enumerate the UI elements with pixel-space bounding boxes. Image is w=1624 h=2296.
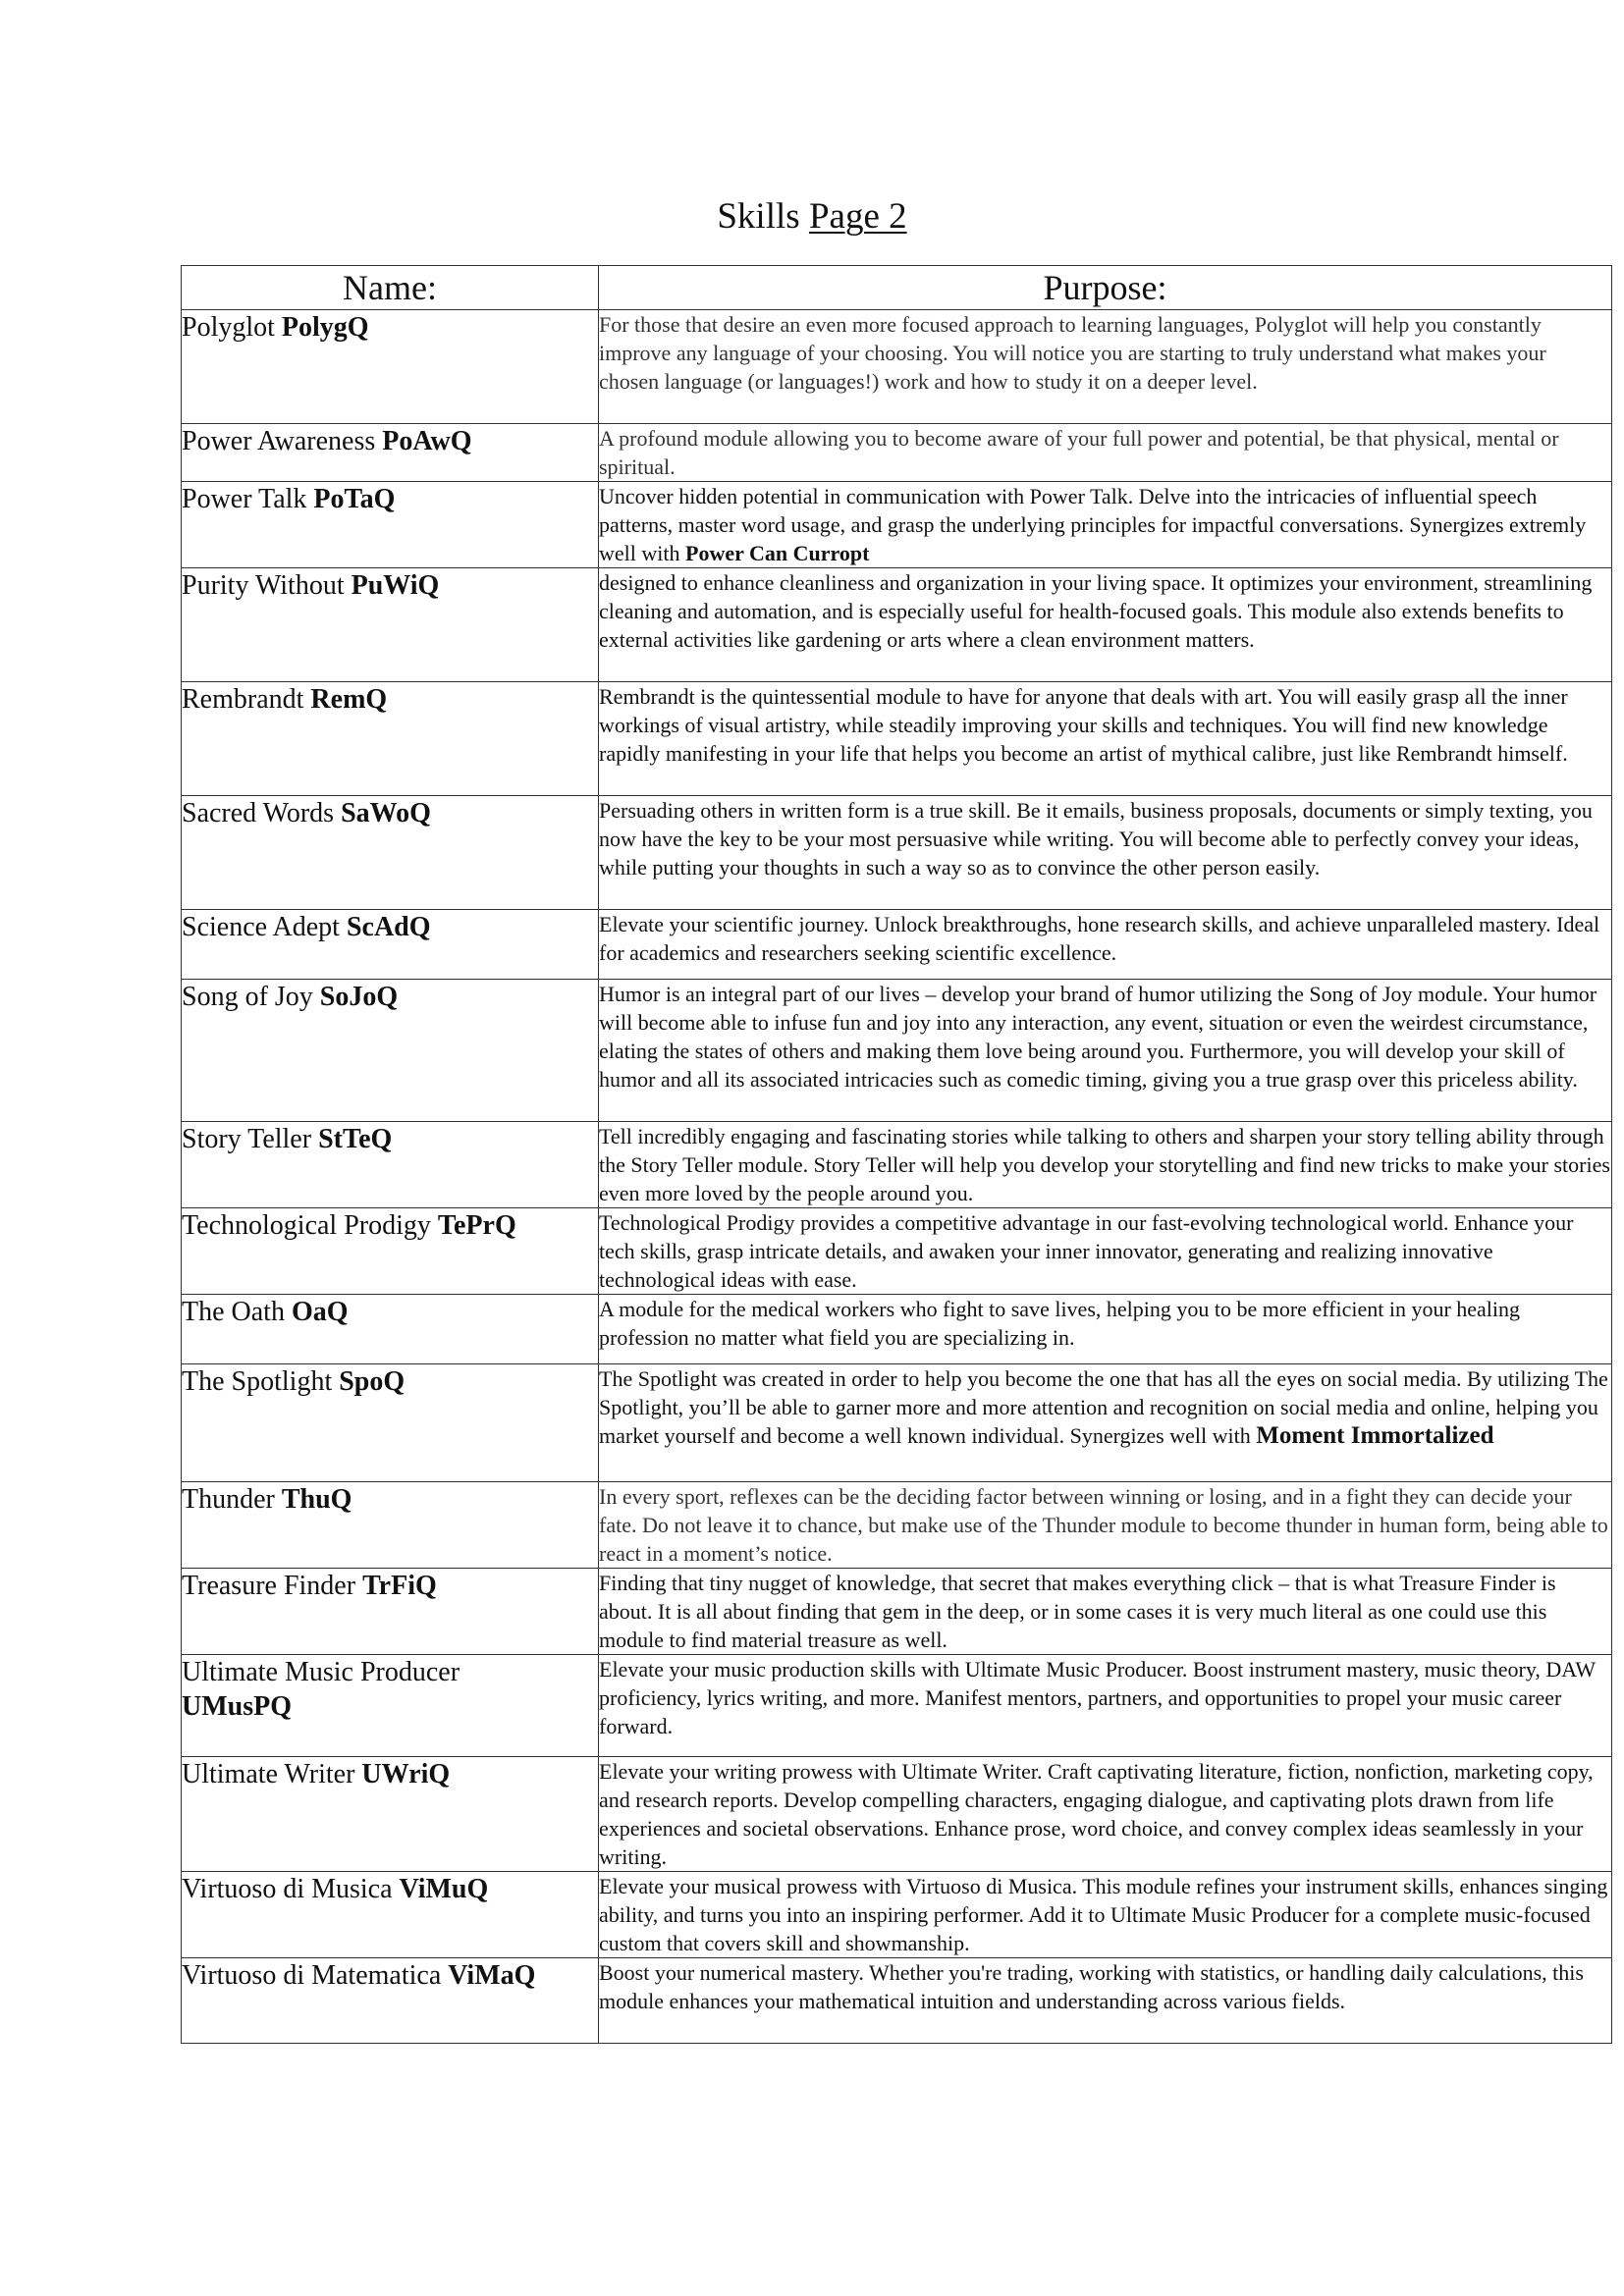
skill-purpose: Elevate your writing prowess with Ultimate Writer. Craft captivating literature, fiction, nonfiction, marketing copy, and research reports. Develop compelling characters, engaging dialogue, and captivating plots drawn from life experiences and societal observations. Enhance prose, word choice, and convey complex ideas seamlessly in your writing. <box>599 1757 1612 1872</box>
skill-name: Rembrandt <box>182 684 304 715</box>
table-row <box>182 1757 1612 1872</box>
table-row <box>182 1872 1612 1958</box>
table-row <box>182 424 1612 482</box>
skill-code: ThuQ <box>281 1484 352 1515</box>
skill-purpose: Rembrandt is the quintessential module to have for anyone that deals with art. You will easily grasp all the inner workings of visual artistry, while steadily improving your skills and techniques. You will find new knowledge rapidly manifesting in your life that helps you become an artist of mythical calibre, just like Rembrandt himself. <box>599 682 1612 796</box>
synergy-reference: Power Can Curropt <box>685 541 870 565</box>
skill-purpose: Finding that tiny nugget of knowledge, that secret that makes everything click – that is what Treasure Finder is about. It is all about finding that gem in the deep, or in some cases it is very much literal as one could use this module to find material treasure as well. <box>599 1569 1612 1655</box>
skill-name-cell <box>182 1569 599 1655</box>
skill-name-cell <box>182 424 599 482</box>
skill-name-cell <box>182 1757 599 1872</box>
skill-code: RemQ <box>310 684 388 715</box>
table-row <box>182 682 1612 796</box>
skill-name-cell <box>182 910 599 980</box>
skill-code: PoAwQ <box>382 426 472 456</box>
skill-name: Power Talk <box>182 484 307 514</box>
skill-name-cell <box>182 682 599 796</box>
skill-code: SoJoQ <box>319 982 399 1012</box>
skill-code: ViMuQ <box>399 1874 489 1904</box>
skill-name-cell <box>182 1958 599 2044</box>
skill-name-cell <box>182 1295 599 1364</box>
skill-name: Power Awareness <box>182 426 376 456</box>
skill-name: Sacred Words <box>182 798 335 828</box>
table-row <box>182 1364 1612 1482</box>
skill-name: Treasure Finder <box>182 1571 356 1601</box>
header-name: Name: <box>182 266 599 310</box>
skill-purpose-cell <box>599 482 1612 568</box>
skill-code: SaWoQ <box>341 798 431 828</box>
skill-purpose: Humor is an integral part of our lives – develop your brand of humor utilizing the Song of Joy module. Your humor will become able to infuse fun and joy into any interaction, any event, situation or even the weirdest circumstance, elating the states of others and making them love being around you. Furthermore, you will develop your skill of humor and all its associated intricacies such as comedic timing, giving you a true grasp over this priceless ability. <box>599 980 1612 1122</box>
skill-code: PoTaQ <box>313 484 396 514</box>
table-header-row <box>182 266 1612 310</box>
page-title <box>0 192 1624 241</box>
skill-purpose-cell <box>599 1364 1612 1482</box>
table-row <box>182 482 1612 568</box>
skill-code: ScAdQ <box>346 912 431 942</box>
skill-name-cell <box>182 980 599 1122</box>
skill-purpose: The Spotlight was created in order to help you become the one that has all the eyes on social media. By utilizing The Spotlight, you’ll be able to garner more and more attention and recognition on social media and online, helping you market yourself and become a well known individual. Synergizes well with <box>599 1366 1608 1448</box>
skill-name: Virtuoso di Matematica <box>182 1960 442 1991</box>
skill-name-cell <box>182 1122 599 1208</box>
skill-code: UWriQ <box>361 1759 451 1789</box>
skill-name: Ultimate Music Producer <box>182 1657 460 1687</box>
skill-purpose: Elevate your music production skills with Ultimate Music Producer. Boost instrument mastery, music theory, DAW proficiency, lyrics writing, and more. Manifest mentors, partners, and opportunities to propel your music career forward. <box>599 1655 1612 1757</box>
skills-table <box>181 265 1612 2044</box>
skill-code: PuWiQ <box>351 570 440 601</box>
skill-code: UMusPQ <box>182 1691 292 1722</box>
skill-name-cell <box>182 1364 599 1482</box>
table-row <box>182 1122 1612 1208</box>
skill-code: SpoQ <box>339 1366 406 1397</box>
skill-name: Song of Joy <box>182 982 313 1012</box>
table-row <box>182 1655 1612 1757</box>
table-row <box>182 1208 1612 1295</box>
skill-name-cell <box>182 1872 599 1958</box>
skill-name: Thunder <box>182 1484 275 1515</box>
table-row <box>182 1958 1612 2044</box>
table-row <box>182 910 1612 980</box>
synergy-reference: Moment Immortalized <box>1256 1422 1494 1449</box>
table-row <box>182 568 1612 682</box>
header-purpose: Purpose: <box>599 266 1612 310</box>
skill-purpose: Technological Prodigy provides a competitive advantage in our fast-evolving technological world. Enhance your tech skills, grasp intricate details, and awaken your inner innovator, generating and realizing innovative technological ideas with ease. <box>599 1208 1612 1295</box>
skill-name: Technological Prodigy <box>182 1210 431 1241</box>
skill-name-cell <box>182 1655 599 1757</box>
skill-purpose: Persuading others in written form is a true skill. Be it emails, business proposals, documents or simply texting, you now have the key to be your most persuasive while writing. You will become able to perfectly convey your ideas, while putting your thoughts in such a way so as to convince the other person easily. <box>599 796 1612 910</box>
table-row <box>182 310 1612 424</box>
table-row <box>182 1482 1612 1569</box>
skill-purpose: designed to enhance cleanliness and organization in your living space. It optimizes your environment, streamlining cleaning and automation, and is especially useful for health-focused goals. This module also extends benefits to external activities like gardening or arts where a clean environment matters. <box>599 568 1612 682</box>
skill-name-cell <box>182 1482 599 1569</box>
skill-name: The Oath <box>182 1297 285 1327</box>
skill-purpose: A profound module allowing you to become aware of your full power and potential, be that physical, mental or spiritual. <box>599 424 1612 482</box>
skill-purpose: Elevate your scientific journey. Unlock breakthroughs, hone research skills, and achieve unparalleled mastery. Ideal for academics and researchers seeking scientific excellence. <box>599 910 1612 980</box>
skill-code: ViMaQ <box>448 1960 536 1991</box>
skill-purpose: A module for the medical workers who fight to save lives, helping you to be more efficient in your healing profession no matter what field you are specializing in. <box>599 1295 1612 1364</box>
table-row <box>182 1295 1612 1364</box>
skill-purpose: Boost your numerical mastery. Whether you're trading, working with statistics, or handling daily calculations, this module enhances your mathematical intuition and understanding across various fields. <box>599 1958 1612 2044</box>
skill-name-cell <box>182 568 599 682</box>
skill-purpose: Elevate your musical prowess with Virtuoso di Musica. This module refines your instrument skills, enhances singing ability, and turns you into an inspiring performer. Add it to Ultimate Music Producer for a complete music-focused custom that covers skill and showmanship. <box>599 1872 1612 1958</box>
skill-code: TrFiQ <box>362 1571 437 1601</box>
skill-name: Story Teller <box>182 1124 312 1154</box>
skill-code: OaQ <box>291 1297 349 1327</box>
skill-name-cell <box>182 482 599 568</box>
skill-purpose: For those that desire an even more focused approach to learning languages, Polyglot will help you constantly improve any language of your choosing. You will notice you are starting to truly understand what makes your chosen language (or languages!) work and how to study it on a deeper level. <box>599 310 1612 424</box>
skill-code: TePrQ <box>437 1210 516 1241</box>
skill-name: Virtuoso di Musica <box>182 1874 393 1904</box>
page-title-prefix: Skills <box>717 196 800 237</box>
skill-name: Polyglot <box>182 312 275 343</box>
skill-name: Science Adept <box>182 912 340 942</box>
skill-purpose: Uncover hidden potential in communication with Power Talk. Delve into the intricacies of influential speech patterns, master word usage, and grasp the underlying principles for impactful conversations. Synergizes extremly well with <box>599 484 1587 565</box>
skill-purpose: In every sport, reflexes can be the deciding factor between winning or losing, and in a fight they can decide your fate. Do not leave it to chance, but make use of the Thunder module to become thunder in human form, being able to react in a moment’s notice. <box>599 1482 1612 1569</box>
skill-name: Ultimate Writer <box>182 1759 355 1789</box>
page-title-link[interactable]: Page 2 <box>808 196 907 237</box>
table-row <box>182 796 1612 910</box>
skill-name-cell <box>182 1208 599 1295</box>
skill-name-cell <box>182 310 599 424</box>
table-row <box>182 980 1612 1122</box>
skill-name: The Spotlight <box>182 1366 333 1397</box>
skill-name: Purity Without <box>182 570 345 601</box>
skill-name-cell <box>182 796 599 910</box>
skill-purpose: Tell incredibly engaging and fascinating stories while talking to others and sharpen your story telling ability through the Story Teller module. Story Teller will help you develop your storytelling and find new tricks to make your stories even more loved by the people around you. <box>599 1122 1612 1208</box>
skill-code: StTeQ <box>318 1124 393 1154</box>
skill-code: PolygQ <box>281 312 369 343</box>
table-row <box>182 1569 1612 1655</box>
